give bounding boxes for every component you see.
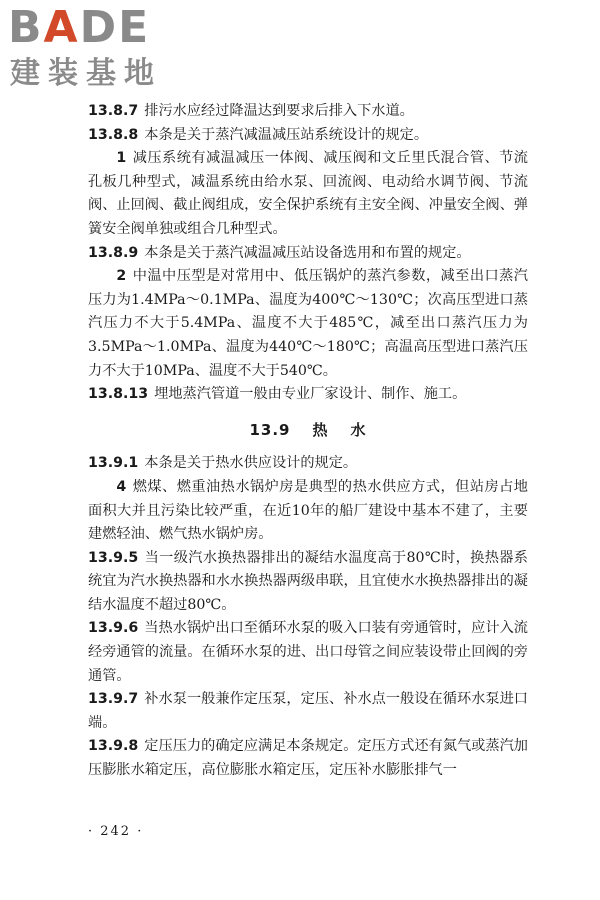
logo-mark-post: DE (79, 2, 151, 53)
clause-text: 排污水应经过降温达到要求后排入下水道。 (144, 103, 414, 119)
clause-number: 13.8.8 (88, 126, 139, 143)
clause-number: 13.9.1 (88, 455, 139, 472)
clause-13-9-7 (88, 688, 528, 735)
clause-text: 当一级汽水换热器排出的凝结水温度高于80℃时，换热器系统宜为汽水换热器和水水换热器两级串联，且宜使水水换热器排出的凝结水温度不超过80℃。 (88, 549, 528, 613)
section-title-a: 热 (312, 420, 329, 439)
clause-text: 本条是关于蒸汽减温减压站系统设计的规定。 (144, 126, 429, 143)
clause-text: 当热水锅炉出口至循环水泵的吸入口装有旁通管时，应计入流经旁通管的流量。在循环水泵的进、出口母管之间应装设带止回阀的旁通管。 (88, 620, 528, 684)
clause-text: 埋地蒸汽管道一般由专业厂家设计、制作、施工。 (154, 386, 467, 403)
clause-number: 13.9.7 (88, 691, 139, 708)
clause-13-9-1 (88, 452, 528, 476)
section-heading (88, 419, 528, 443)
section-number: 13.9 (249, 420, 291, 439)
clause-text: 定压压力的确定应满足本条规定。定压方式还有氮气或蒸汽加压膨胀水箱定压，高位膨胀水箱定压，定压补水膨胀排气一 (88, 738, 528, 779)
item-number: 2 (116, 268, 127, 285)
logo-wordmark (8, 4, 150, 52)
section-title-b: 水 (350, 420, 367, 439)
clause-item-4 (88, 476, 528, 547)
logo-mark-pre: B (8, 2, 44, 53)
clause-number: 13.9.6 (88, 620, 139, 637)
clause-number: 13.9.5 (88, 549, 139, 566)
clause-item-2 (88, 265, 528, 383)
page-number: · 242 · (88, 824, 144, 839)
clause-text: 本条是关于蒸汽减温减压站设备选用和布置的规定。 (144, 244, 471, 261)
page-body (88, 100, 528, 783)
clause-13-8-13 (88, 383, 528, 407)
clause-number: 13.8.9 (88, 244, 139, 261)
item-number: 4 (116, 478, 127, 495)
item-number: 1 (116, 150, 127, 167)
clause-item-1 (88, 147, 528, 241)
publisher-logo (8, 4, 178, 96)
clause-number: 13.9.8 (88, 738, 139, 755)
clause-13-8-7 (88, 100, 528, 124)
logo-subtitle: 建装基地 (10, 56, 162, 91)
item-text: 中温中压型是对常用中、低压锅炉的蒸汽参数，减至出口蒸汽压力为1.4MPa～0.1MPa、温度为400℃～130℃；次高压型进口蒸汽压力不大于5.4MPa、温度不大于485℃，减至出口蒸汽压力为3.5MPa～1.0MPa、温度为440℃～180℃；高温高压型进口蒸汽压力不大于10MPa、温度不大于540℃。 (88, 268, 528, 379)
item-text: 燃煤、燃重油热水锅炉房是典型的热水供应方式，但站房占地面积大并且污染比较严重，在近10年的船厂建设中基本不建了，主要建燃轻油、燃气热水锅炉房。 (88, 478, 528, 543)
clause-13-9-6 (88, 617, 528, 688)
clause-number: 13.8.7 (88, 103, 139, 119)
clause-13-9-5 (88, 547, 528, 618)
item-text: 减压系统有减温减压一体阀、减压阀和文丘里氏混合管、节流孔板几种型式，减温系统由给水泵、回流阀、电动给水调节阀、节流阀、止回阀、截止阀组成，安全保护系统有主安全阀、冲量安全阀、弹簧安全阀单独或组合几种型式。 (88, 150, 528, 237)
clause-number: 13.8.13 (88, 386, 149, 403)
clause-text: 补水泵一般兼作定压泵，定压、补水点一般设在循环水泵进口端。 (88, 691, 528, 731)
clause-text: 本条是关于热水供应设计的规定。 (144, 455, 358, 472)
clause-13-8-8 (88, 124, 528, 148)
clause-13-9-8 (88, 735, 528, 782)
logo-mark-accent: A (43, 2, 80, 53)
clause-13-8-9 (88, 242, 528, 266)
